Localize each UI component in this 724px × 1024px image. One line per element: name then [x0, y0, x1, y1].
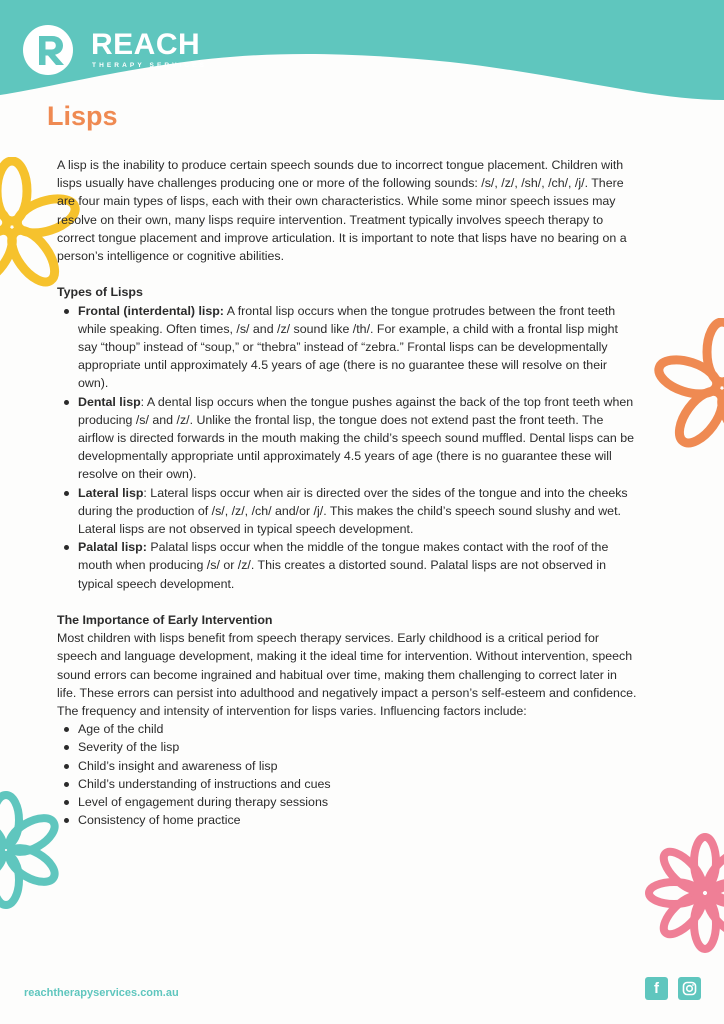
list-item: Level of engagement during therapy sessions	[57, 793, 637, 811]
lisp-type-description: A frontal lisp occurs when the tongue protrudes between the front teeth while speaking. Often times, /s/ and /z/ sound like /th/. For example, a child with a frontal lisp might say “thoup” instead of “soup,” or “thebra” instead of “zebra.” Frontal lisps can be developmentally appropriate until approximately 4.5 years of age (there is no guarantee these will resolve on their own).	[78, 303, 618, 391]
brand-name: REACH	[91, 28, 201, 61]
intro-paragraph: A lisp is the inability to produce certain speech sounds due to incorrect tongue placement. Children with lisps usually have challenges producing one or more of the following sounds: /s/, /z/, /sh/, /ch/, /j/. There are four main types of lisps, each with their own characteristics. While some minor speech issues may resolve on their own, many lisps require intervention. Treatment typically involves speech therapy to correct tongue placement and improve articulation. It is important to note that lisps have no bearing on a person’s intelligence or cognitive abilities.	[57, 158, 627, 264]
types-heading: Types of Lisps	[57, 285, 143, 300]
list-item: Child’s understanding of instructions and cues	[57, 775, 637, 793]
lisp-type-description: : A dental lisp occurs when the tongue pushes against the back of the top front teeth when producing /s/ and /z/. Unlike the frontal lisp, the tongue does not extend past the front teeth. The airflow is directed forwards in the mouth making the child’s speech sound muffled. Dental lisps can be developmentally appropriate until approximately 4.5 years of age (there is no guarantee these will resolve on their own).	[78, 394, 635, 482]
list-item: Age of the child	[57, 720, 637, 738]
page-header	[0, 0, 724, 110]
lisp-type-term: Palatal lisp:	[78, 540, 147, 555]
lisp-type-term: Dental lisp	[78, 394, 141, 409]
facebook-icon[interactable]: f	[645, 977, 668, 1000]
list-item	[57, 393, 637, 484]
lisp-type-term: Frontal (interdental) lisp:	[78, 303, 224, 318]
list-item: Severity of the lisp	[57, 738, 637, 756]
pink-flower-icon	[640, 828, 724, 958]
reach-logo-icon	[22, 24, 74, 76]
list-item	[57, 302, 637, 393]
list-item	[57, 484, 637, 539]
list-item	[57, 538, 637, 593]
lisp-type-description: Palatal lisps occur when the middle of the tongue makes contact with the roof of the mouth when producing /s/ or /z/. This creates a distorted sound. Palatal lisps are not observed in typical speech development.	[78, 540, 609, 591]
lisp-type-description: : Lateral lisps occur when air is directed over the sides of the tongue and into the cheeks during the production of /s/, /z/, /ch/ and/or /j/. This makes the child’s speech sound slushy and wet. Lateral lisps are not observed in typical speech development.	[78, 485, 628, 537]
list-item: Consistency of home practice	[57, 811, 637, 829]
brand-tagline: THERAPY SERVICES	[92, 62, 208, 69]
lisp-type-term: Lateral lisp	[78, 485, 144, 500]
intervention-heading: The Importance of Early Intervention	[57, 613, 273, 628]
page-title: Lisps	[47, 101, 118, 131]
list-item: Child’s insight and awareness of lisp	[57, 757, 637, 775]
intervention-paragraph: Most children with lisps benefit from speech therapy services. Early childhood is a critical period for speech and language development, making it the ideal time for intervention. Without intervention, speech sound errors can become ingrained and habitual over time, making them challenging to correct later in life. These errors can persist into adulthood and negatively impact a person’s self-esteem and confidence.	[57, 631, 637, 700]
website-link[interactable]: reachtherapyservices.com.au	[24, 987, 179, 999]
instagram-glyph-icon	[682, 981, 697, 996]
factors-intro: The frequency and intensity of intervention for lisps varies. Influencing factors include:	[57, 704, 527, 719]
instagram-icon[interactable]	[678, 977, 701, 1000]
article-body	[57, 156, 637, 829]
orange-flower-icon	[652, 318, 724, 458]
